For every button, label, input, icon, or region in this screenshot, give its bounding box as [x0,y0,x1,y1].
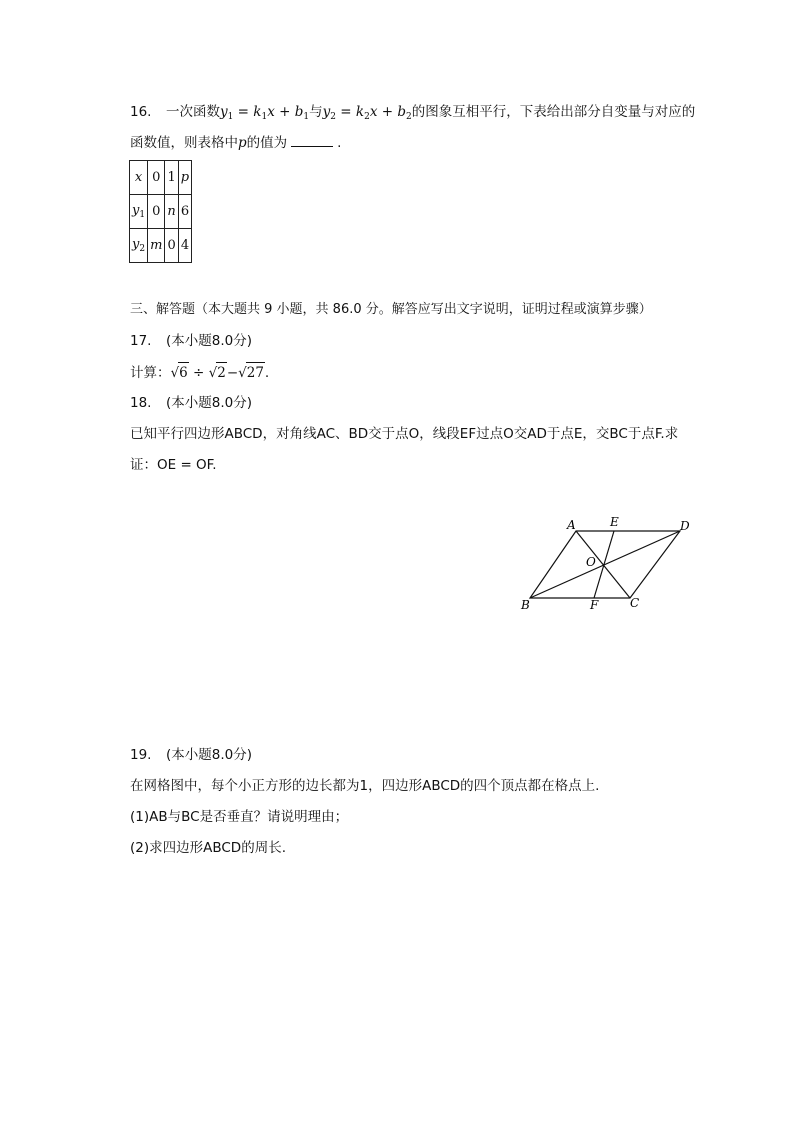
answer-blank[interactable] [291,134,333,147]
q17-header: 17. (本小题8.0分) [130,333,253,349]
table-row: $y_2$ m 0 4 [130,229,192,263]
label-f: F [590,598,599,612]
q18-header: 18. (本小题8.0分) [130,395,253,411]
q16-number: 16. [130,104,152,120]
q16-text2: 与 [309,104,323,120]
q19-header: 19. (本小题8.0分) [130,747,253,763]
q18-line2: 证：OE = OF. [130,457,217,473]
value-table [129,160,192,263]
q16-text1: 一次函数 [166,104,220,120]
parallelogram-figure [510,510,700,620]
segment-ef [594,531,614,598]
q18-line1: 已知平行四边形ABCD，对角线AC、BD交于点O，线段EF过点O交AD于点E，交BC于点F.求 [130,426,679,442]
q19-part1: (1)AB与BC是否垂直？请说明理由； [130,809,349,825]
q16-text3: 的图象互相平行，下表给出部分自变量与对应的 [411,104,696,120]
q16-line1 [130,102,695,127]
label-b: B [521,598,530,612]
q17-body: 计算：√6 ÷ √2−√27. [130,362,269,383]
label-a: A [567,518,576,532]
label-e: E [610,515,619,529]
q19-intro: 在网格图中，每个小正方形的边长都为1，四边形ABCD的四个顶点都在格点上. [130,778,600,794]
q19-part2: (2)求四边形ABCD的周长. [130,840,286,856]
table-row: $y_1$ 0 n 6 [130,195,192,229]
label-o: O [586,555,596,569]
q16-eq2: $y_2 = k_2x + b_2$ [322,104,412,122]
diagonal-ac [576,531,630,598]
q16-eq1: $y_1 = k_1x + b_1$ [220,104,310,122]
label-d: D [680,519,690,533]
section-title: 三、解答题（本大题共 9 小题，共 86.0 分。解答应写出文字说明，证明过程或演算步骤） [130,302,652,317]
label-c: C [630,596,640,610]
table-row: x 0 1 p [130,161,192,195]
q16-line2: 函数值，则表格中p的值为 . [130,135,342,151]
